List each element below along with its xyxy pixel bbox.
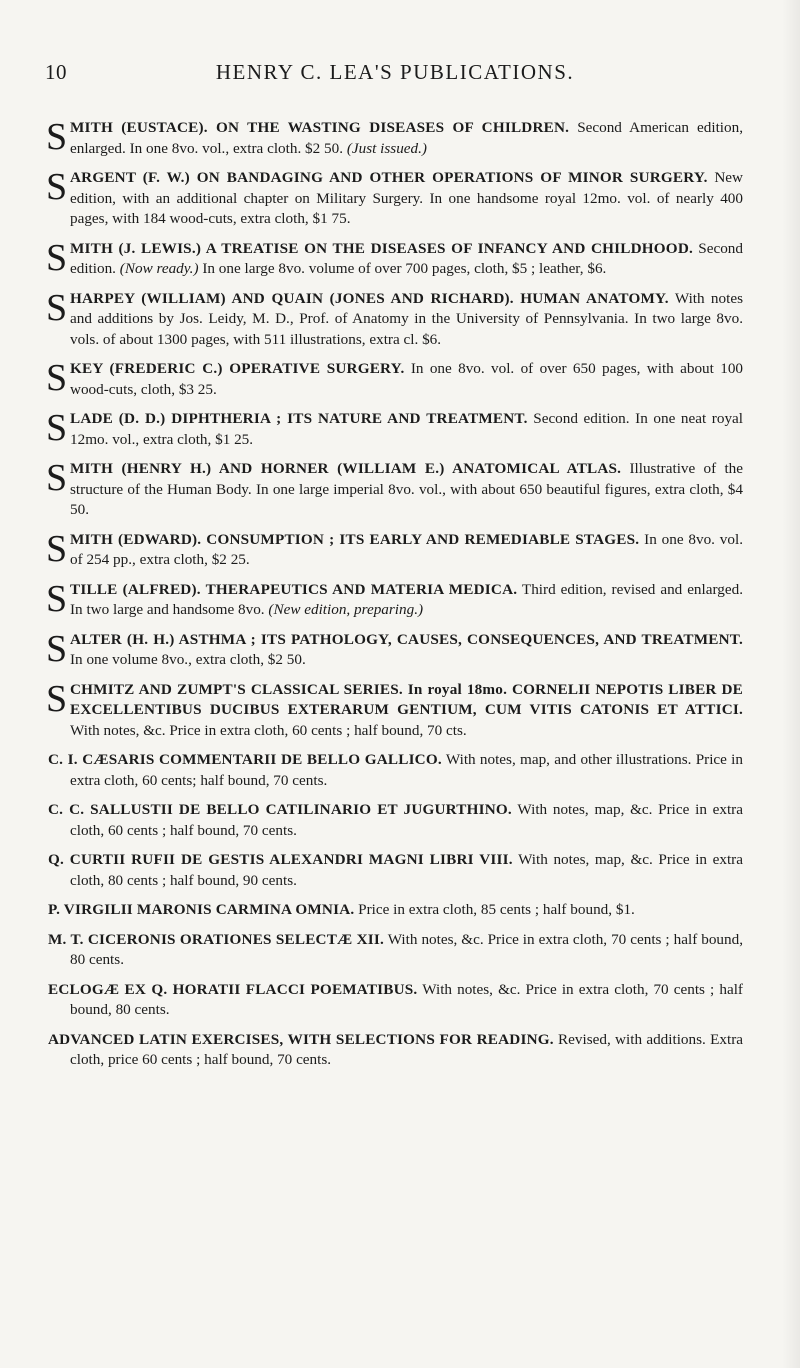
classics-heading: C. C. SALLUSTII DE BELLO CATILINARIO ET JUGURTHINO. bbox=[48, 801, 512, 818]
entry-text: Illustrative of the structure of the Human Body. In one large imperial 8vo. vol., with about 650 beautiful figures, extra cloth, $4 50. bbox=[70, 460, 744, 518]
classics-entry bbox=[48, 850, 743, 891]
classics-entry bbox=[48, 900, 743, 921]
entry-text: In one volume 8vo., extra cloth, $2 50. bbox=[70, 651, 306, 668]
entry-note: (Just issued.) bbox=[346, 139, 427, 157]
page-header bbox=[45, 60, 745, 88]
classics-heading: ADVANCED LATIN EXERCISES, WITH SELECTIONS FOR READING. bbox=[48, 1030, 554, 1048]
drop-initial: S bbox=[46, 407, 68, 449]
entry-text: Second edition. In one neat royal 12mo. vol., extra cloth, $1 25. bbox=[70, 410, 744, 448]
classics-text: With notes, map, &c. Price in extra cloth, 60 cents ; half bound, 70 cents. bbox=[70, 801, 743, 839]
entry-note: (Now ready.) bbox=[119, 260, 199, 277]
catalog-body bbox=[48, 118, 743, 1080]
classics-text: With notes, &c. Price in extra cloth, 70 cents ; half bound, 80 cents. bbox=[70, 930, 743, 968]
drop-initial: S bbox=[46, 357, 68, 399]
entry-heading: LADE (D. D.) DIPHTHERIA ; ITS NATURE AND TREATMENT. bbox=[70, 410, 528, 427]
entry-text: Second American edition, enlarged. In one 8vo. vol., extra cloth. $2 50. bbox=[70, 119, 744, 157]
page-edge-shadow bbox=[782, 0, 800, 1368]
entry-heading: KEY (FREDERIC C.) OPERATIVE SURGERY. bbox=[70, 360, 405, 377]
drop-initial: S bbox=[46, 677, 68, 720]
entry-text: With notes and additions by Jos. Leidy, M. D., Prof. of Anatomy in the University of Pennsylvania. In two large 8vo. vols. of about 1300 pages, with 511 illustrations, extra cl. $6. bbox=[70, 289, 743, 348]
catalog-entry bbox=[48, 168, 743, 230]
entry-heading: HARPEY (WILLIAM) AND QUAIN (JONES AND RICHARD). HUMAN ANATOMY. bbox=[70, 289, 669, 307]
entry-heading: CHMITZ AND ZUMPT'S CLASSICAL SERIES. In royal 18mo. CORNELII NEPOTIS LIBER DE EXCELLENTIBUS DUCIBUS EXTERARUM GENTIUM, CUM VITIS CATONIS ET ATTICI. bbox=[70, 680, 743, 718]
classics-heading: P. VIRGILII MARONIS CARMINA OMNIA. bbox=[48, 901, 355, 918]
classics-entry bbox=[48, 930, 743, 971]
drop-initial: S bbox=[46, 627, 68, 670]
catalog-entry bbox=[48, 359, 743, 400]
drop-initial: S bbox=[46, 457, 68, 499]
catalog-entry bbox=[46, 677, 743, 742]
entry-heading: MITH (EDWARD). CONSUMPTION ; ITS EARLY AND REMEDIABLE STAGES. bbox=[70, 530, 640, 548]
entry-heading: ALTER (H. H.) ASTHMA ; ITS PATHOLOGY, CAUSES, CONSEQUENCES, AND TREATMENT. bbox=[70, 630, 743, 648]
classics-entry bbox=[48, 980, 743, 1021]
classics-text: With notes, &c. Price in extra cloth, 70 cents ; half bound, 80 cents. bbox=[70, 980, 743, 1018]
entry-note: (New edition, preparing.) bbox=[268, 601, 424, 618]
classics-heading: M. T. CICERONIS ORATIONES SELECTÆ XII. bbox=[48, 930, 384, 948]
drop-initial: S bbox=[46, 116, 68, 158]
entry-text: New edition, with an additional chapter on Military Surgery. In one handsome royal 12mo. vol. of nearly 400 pages, with 184 wood-cuts, extra cloth, $1 75. bbox=[70, 169, 743, 227]
running-head: HENRY C. LEA'S PUBLICATIONS. bbox=[215, 60, 575, 84]
catalog-entry bbox=[46, 527, 744, 571]
entry-heading: TILLE (ALFRED). THERAPEUTICS AND MATERIA MEDICA. bbox=[70, 580, 518, 598]
catalog-entry bbox=[48, 459, 743, 521]
entry-text: Second edition. bbox=[70, 239, 743, 277]
drop-initial: S bbox=[46, 286, 68, 329]
classics-entry bbox=[48, 1030, 743, 1071]
classics-heading: ECLOGÆ EX Q. HORATII FLACCI POEMATIBUS. bbox=[48, 980, 418, 998]
classics-text: Revised, with additions. Extra cloth, price 60 cents ; half bound, 70 cents. bbox=[70, 1030, 743, 1068]
classics-text: With notes, map, &c. Price in extra cloth, 80 cents ; half bound, 90 cents. bbox=[70, 851, 743, 889]
s-entries-list bbox=[48, 118, 743, 741]
entry-heading: MITH (HENRY H.) AND HORNER (WILLIAM E.) ANATOMICAL ATLAS. bbox=[70, 460, 622, 477]
entry-heading: MITH (J. LEWIS.) A TREATISE ON THE DISEASES OF INFANCY AND CHILDHOOD. bbox=[70, 239, 693, 257]
classics-text: With notes, map, and other illustrations. Price in extra cloth, 60 cents; half bound, 70 cents. bbox=[70, 751, 744, 789]
catalog-entry bbox=[48, 118, 743, 159]
entry-text: Third edition, revised and enlarged. In two large and handsome 8vo. bbox=[70, 580, 743, 618]
catalog-entry bbox=[46, 627, 743, 671]
drop-initial: S bbox=[46, 527, 68, 570]
entry-heading: ARGENT (F. W.) ON BANDAGING AND OTHER OPERATIONS OF MINOR SURGERY. bbox=[70, 169, 708, 186]
drop-initial: S bbox=[46, 236, 68, 279]
classics-entry bbox=[48, 800, 743, 841]
classics-entry bbox=[48, 750, 743, 791]
catalog-entry bbox=[48, 409, 743, 450]
classics-list bbox=[48, 750, 743, 1071]
catalog-entry bbox=[46, 236, 743, 280]
entry-text-continued: In one large 8vo. volume of over 700 pages, cloth, $5 ; leather, $6. bbox=[198, 260, 607, 277]
entry-heading: MITH (EUSTACE). ON THE WASTING DISEASES OF CHILDREN. bbox=[70, 119, 570, 136]
classics-heading: Q. CURTII RUFII DE GESTIS ALEXANDRI MAGNI LIBRI VIII. bbox=[48, 851, 513, 868]
drop-initial: S bbox=[46, 577, 68, 620]
drop-initial: S bbox=[46, 166, 68, 208]
classics-text: Price in extra cloth, 85 cents ; half bound, $1. bbox=[358, 901, 635, 918]
catalog-entry bbox=[46, 286, 743, 351]
entry-text: In one 8vo. vol. of over 650 pages, with about 100 wood-cuts, cloth, $3 25. bbox=[70, 360, 744, 398]
entry-text: In one 8vo. vol. of 254 pp., extra cloth, $2 25. bbox=[70, 530, 744, 568]
classics-heading: C. I. CÆSARIS COMMENTARII DE BELLO GALLICO. bbox=[48, 751, 442, 768]
page-number: 10 bbox=[45, 60, 67, 84]
entry-text: With notes, &c. Price in extra cloth, 60 cents ; half bound, 70 cts. bbox=[70, 721, 467, 739]
catalog-entry bbox=[46, 577, 743, 621]
